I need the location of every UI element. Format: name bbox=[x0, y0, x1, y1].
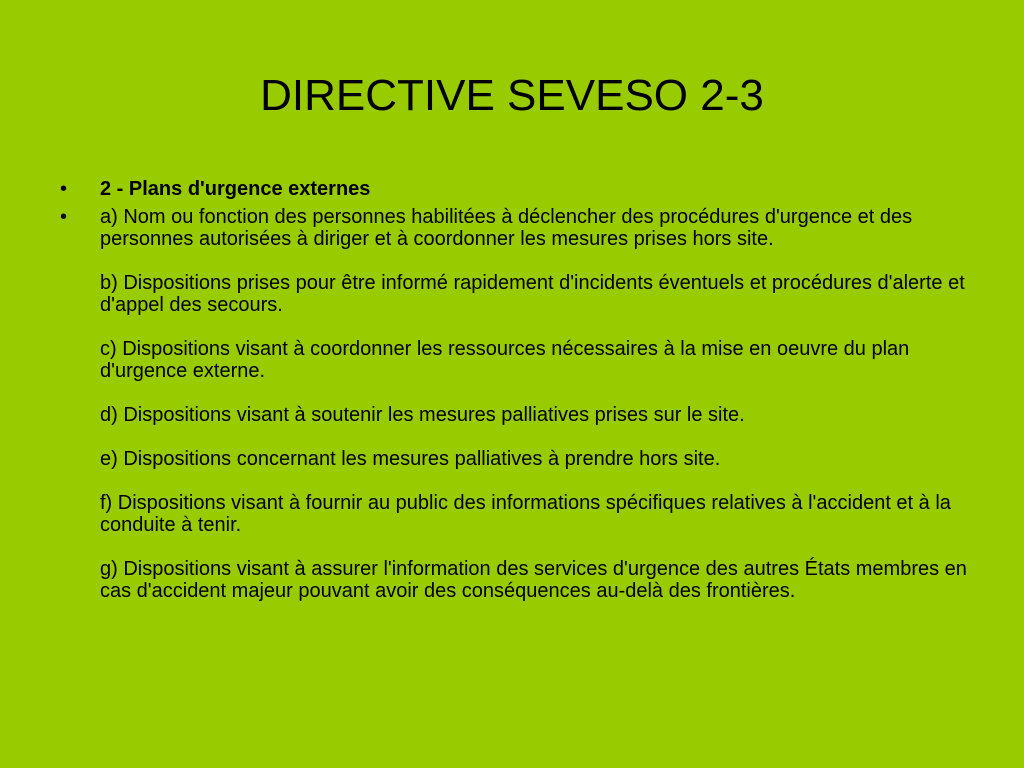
slide-title: DIRECTIVE SEVESO 2-3 bbox=[260, 71, 764, 120]
paragraph-e: e) Dispositions concernant les mesures palliatives à prendre hors site. bbox=[100, 448, 721, 470]
paragraph-f: f) Dispositions visant à fournir au public des informations spécifiques relatives à l'accident et à la conduite à tenir. bbox=[100, 492, 951, 536]
bullet-heading-text: 2 - Plans d'urgence externes bbox=[100, 178, 371, 200]
bullet-icon: • bbox=[60, 178, 68, 200]
paragraph-g: g) Dispositions visant à assurer l'information des services d'urgence des autres États membres en cas d'accident majeur pouvant avoir des conséquences au-delà des frontières. bbox=[100, 558, 967, 602]
paragraph-d: d) Dispositions visant à soutenir les mesures palliatives prises sur le site. bbox=[100, 404, 745, 426]
paragraph-b: b) Dispositions prises pour être informé rapidement d'incidents éventuels et procédures d'alerte et d'appel des secours. bbox=[100, 272, 965, 316]
bullet-icon: • bbox=[60, 206, 68, 228]
bullet-item-details bbox=[60, 206, 970, 602]
bullet-item-heading bbox=[60, 178, 970, 200]
bullet-list bbox=[60, 178, 970, 608]
paragraph-a: a) Nom ou fonction des personnes habilitées à déclencher des procédures d'urgence et des personnes autorisées à diriger et à coordonner les mesures prises hors site. bbox=[100, 206, 913, 250]
paragraph-c: c) Dispositions visant à coordonner les ressources nécessaires à la mise en oeuvre du plan d'urgence externe. bbox=[100, 338, 910, 382]
